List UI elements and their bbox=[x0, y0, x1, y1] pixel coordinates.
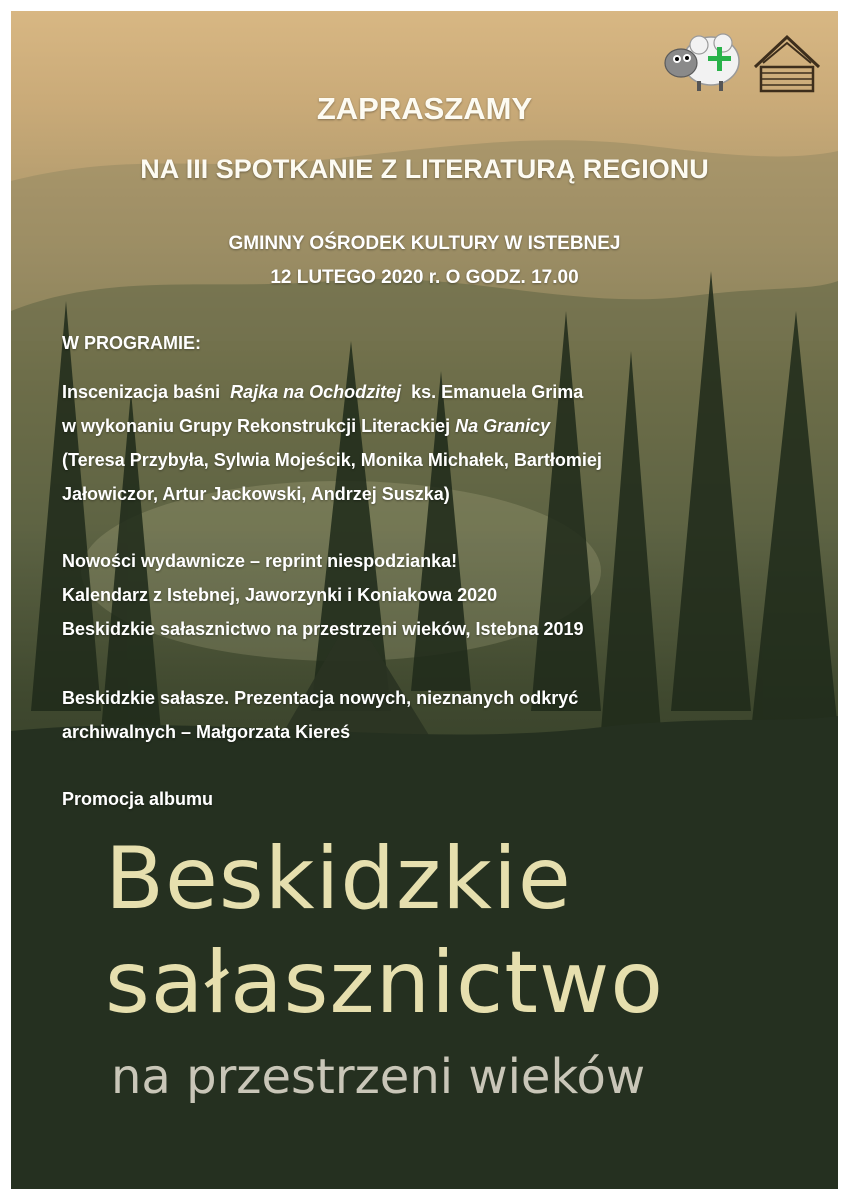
album-title-line-1: Beskidzkie bbox=[105, 829, 572, 929]
program-item-2-line-3: Beskidzkie sałasznictwo na przestrzeni wieków, Istebna 2019 bbox=[62, 619, 584, 639]
program-item-3-line-1: Beskidzkie sałasze. Prezentacja nowych, nieznanych odkryć bbox=[62, 688, 579, 708]
cast-line-1: (Teresa Przybyła, Sylwia Mojeścik, Monika Michałek, Bartłomiej bbox=[62, 450, 602, 470]
poster bbox=[11, 11, 838, 1189]
subheadline: NA III SPOTKANIE Z LITERATURĄ REGIONU bbox=[140, 154, 709, 184]
group-name: Na Granicy bbox=[455, 416, 551, 436]
event-date: 12 LUTEGO 2020 r. O GODZ. 17.00 bbox=[270, 267, 579, 288]
program-item-3-line-2: archiwalnych – Małgorzata Kiereś bbox=[62, 722, 351, 742]
album-subtitle: na przestrzeni wieków bbox=[111, 1049, 646, 1105]
program-item-2-line-2: Kalendarz z Istebnej, Jaworzynki i Koniakowa 2020 bbox=[62, 585, 498, 605]
program-item-1-text-b: ks. Emanuela Grima bbox=[411, 382, 584, 402]
cast-line-2: Jałowiczor, Artur Jackowski, Andrzej Suszka) bbox=[62, 484, 450, 504]
program-item-2-line-1: Nowości wydawnicze – reprint niespodzianka! bbox=[62, 551, 458, 571]
sheep-mascot-icon bbox=[659, 25, 741, 95]
program-heading: W PROGRAMIE: bbox=[62, 333, 201, 353]
play-title: Rajka na Ochodzitej bbox=[230, 382, 402, 402]
album-title-line-2: sałasznictwo bbox=[105, 933, 664, 1033]
headline: ZAPRASZAMY bbox=[316, 91, 533, 126]
venue: GMINNY OŚRODEK KULTURY W ISTEBNEJ bbox=[228, 233, 621, 254]
program-item-1-line-2 bbox=[62, 409, 550, 443]
program-item-1-text-a: Inscenizacja baśni bbox=[62, 382, 221, 402]
album-promo-label: Promocja albumu bbox=[62, 789, 214, 809]
program-item-1-text-c: w wykonaniu Grupy Rekonstrukcji Literackiej bbox=[62, 416, 451, 436]
wooden-hut-icon bbox=[751, 33, 823, 95]
program-item-1-line-1 bbox=[62, 375, 583, 409]
